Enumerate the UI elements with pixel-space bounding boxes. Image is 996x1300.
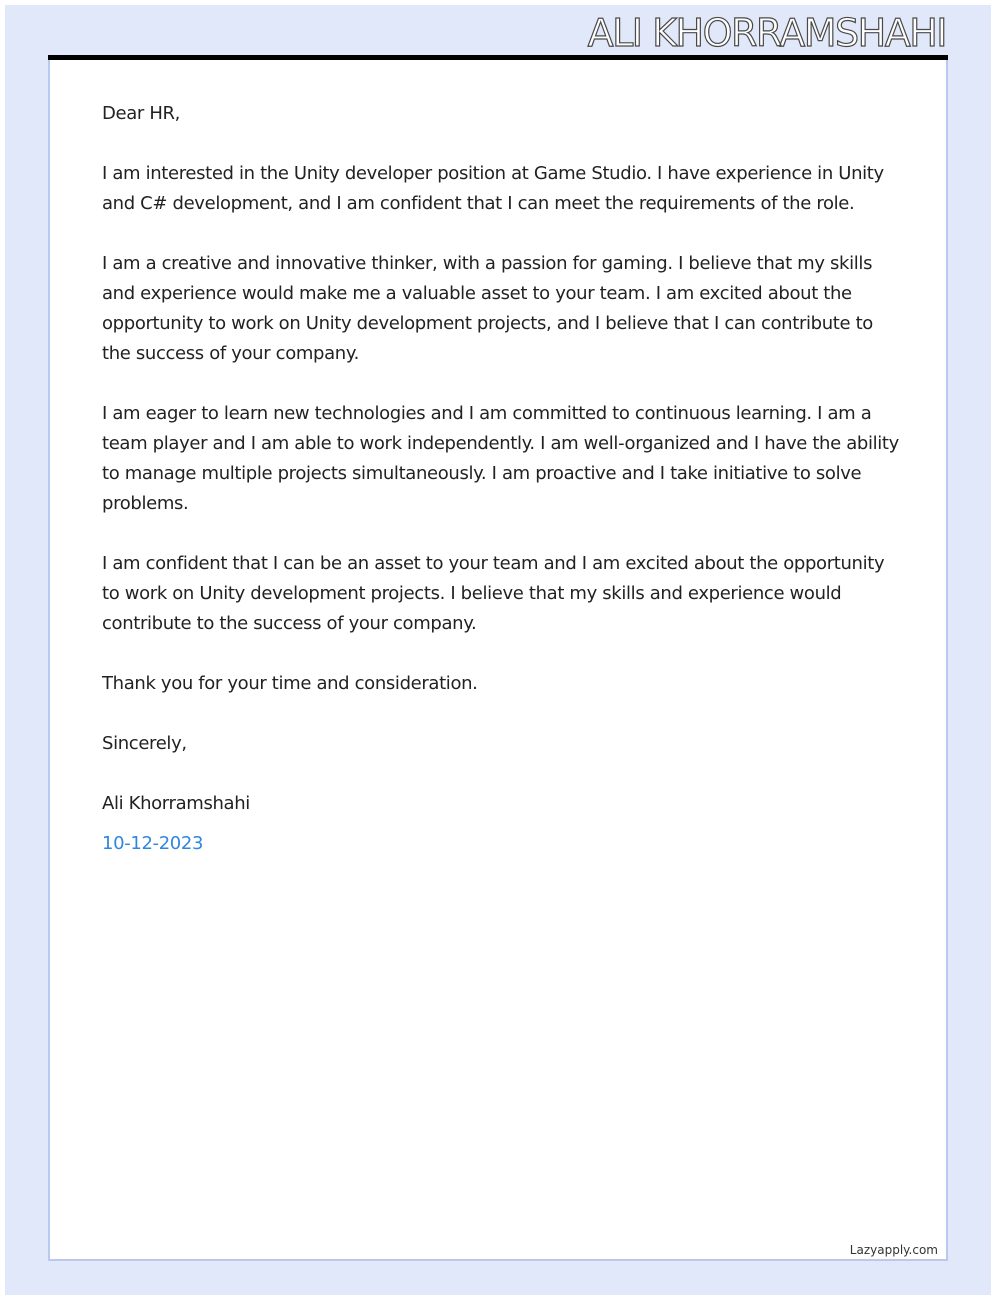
thanks-line: Thank you for your time and consideration. bbox=[102, 673, 478, 694]
closing: Sincerely, bbox=[102, 733, 187, 754]
letter-body bbox=[102, 99, 902, 859]
paragraph-1: I am interested in the Unity developer position at Game Studio. I have experience in Unity and C# development, and I am confident that I can meet the requirements of the role. bbox=[102, 163, 884, 214]
salutation: Dear HR, bbox=[102, 103, 181, 124]
footer-brand: Lazyapply.com bbox=[849, 1243, 938, 1257]
letter-date: 10-12-2023 bbox=[102, 833, 204, 854]
header-name: ALI KHORRAMSHAHI bbox=[587, 11, 946, 55]
paragraph-2: I am a creative and innovative thinker, with a passion for gaming. I believe that my skills and experience would make me a valuable asset to your team. I am excited about the opportunity to work on Unity development projects, and I believe that I can contribute to the success of your company. bbox=[102, 253, 873, 364]
paragraph-4: I am confident that I can be an asset to your team and I am excited about the opportunity to work on Unity development projects. I believe that my skills and experience would contribute to the success of your company. bbox=[102, 553, 885, 634]
paragraph-3: I am eager to learn new technologies and I am committed to continuous learning. I am a team player and I am able to work independently. I am well-organized and I have the ability to manage multiple projects simultaneously. I am proactive and I take initiative to solve problems. bbox=[102, 403, 899, 514]
letter-page bbox=[48, 60, 948, 1261]
signature: Ali Khorramshahi bbox=[102, 793, 250, 814]
